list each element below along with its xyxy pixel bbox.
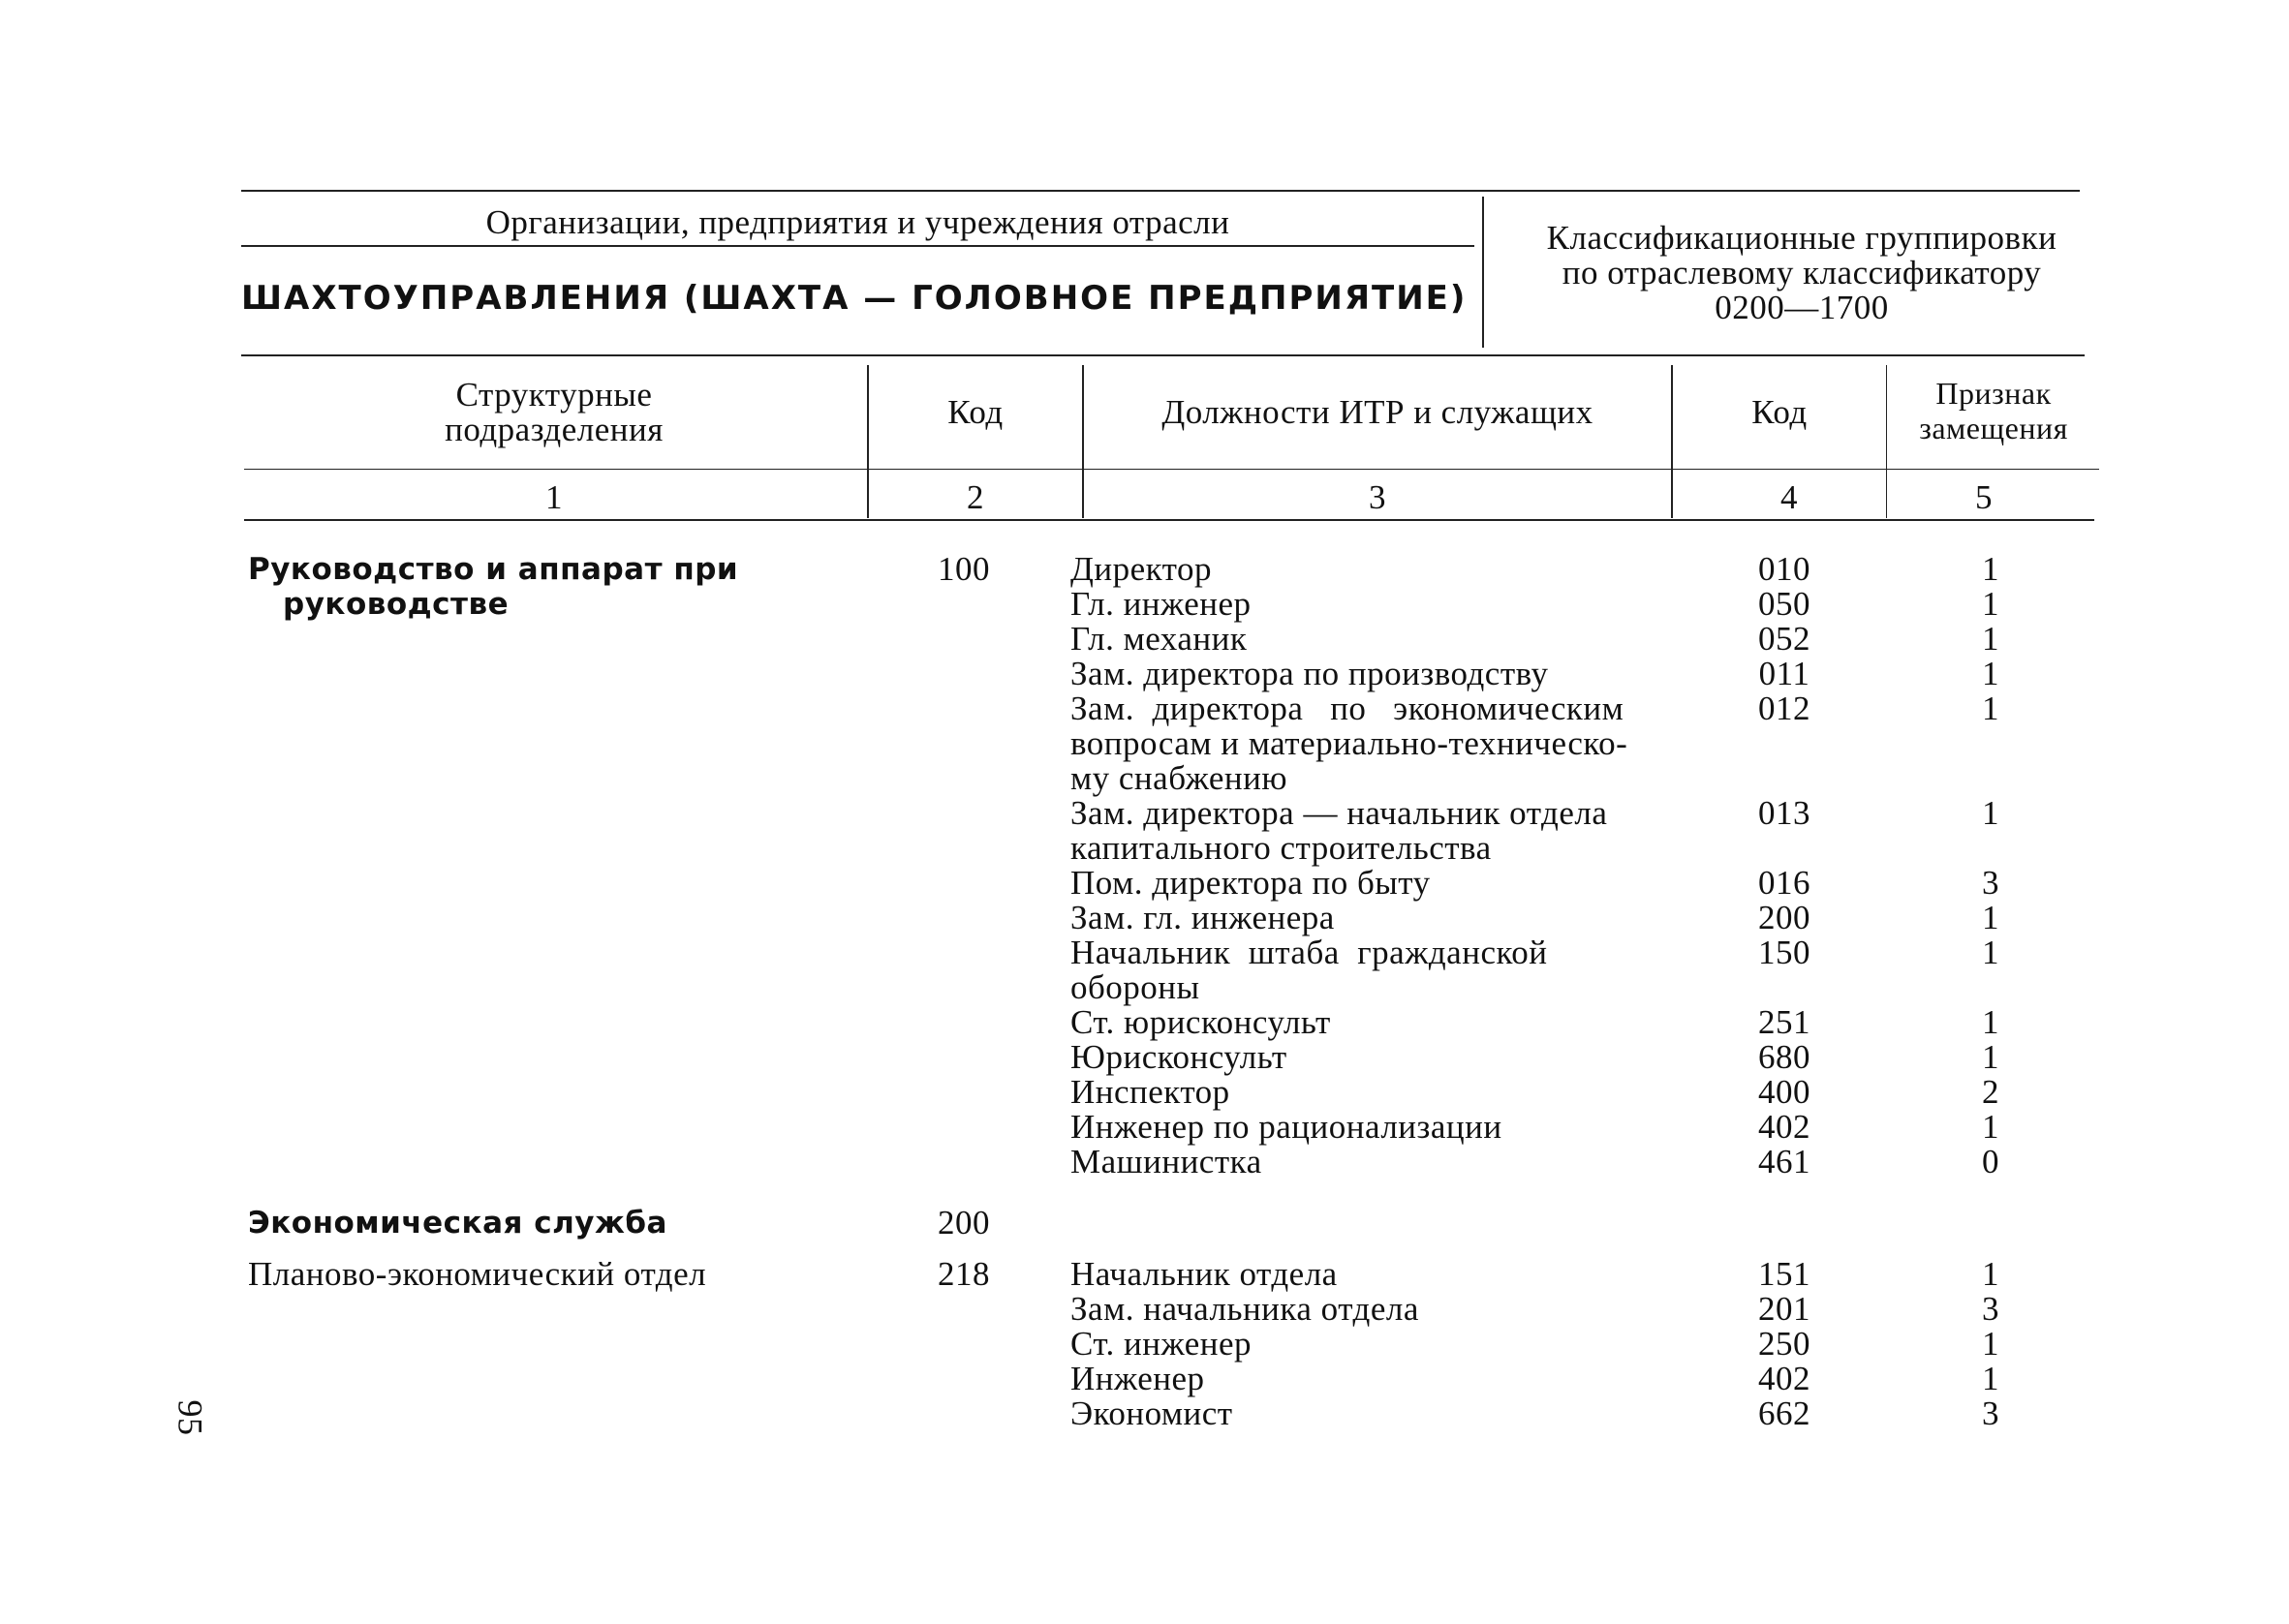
column-number-5: 5 — [1975, 478, 1993, 516]
column-number-3: 3 — [1369, 478, 1386, 516]
column-header-label: замещения — [1919, 411, 2068, 445]
position-title: Гл. механик — [1070, 620, 1248, 658]
position-title: Зам. начальника отдела — [1070, 1290, 1419, 1328]
position-title: Зам. директора — начальник отдела — [1070, 794, 1608, 832]
position-code: 251 — [1758, 1003, 1810, 1041]
replacement-sign: 3 — [1982, 1290, 1999, 1328]
position-title: Машинистка — [1070, 1143, 1262, 1180]
org-label: Организации, предприятия и учреждения отрасли — [485, 203, 1230, 241]
structural-unit-code: 218 — [938, 1255, 990, 1293]
replacement-sign: 1 — [1982, 1108, 1999, 1146]
replacement-sign: 1 — [1982, 899, 1999, 936]
position-title: вопросам и материально-техническо- — [1070, 724, 1628, 762]
column-header-4: Код — [1751, 393, 1808, 431]
column-number-2: 2 — [967, 478, 984, 516]
top-rule — [241, 190, 2080, 192]
position-code: 011 — [1758, 655, 1810, 692]
position-title: Директор — [1070, 550, 1213, 588]
position-title: Начальник штаба гражданской — [1070, 934, 1548, 971]
position-code: 012 — [1758, 689, 1810, 727]
replacement-sign: 1 — [1982, 1038, 1999, 1076]
position-title: Зам. директора по производству — [1070, 655, 1549, 692]
column-header-label: Признак — [1935, 376, 2052, 411]
column-header-label: Структурные — [455, 376, 653, 414]
page-title: ШАХТОУПРАВЛЕНИЯ (ШАХТА — ГОЛОВНОЕ ПРЕДПРИЯТИЕ) — [241, 279, 1468, 318]
position-title: Экономист — [1070, 1394, 1233, 1432]
replacement-sign: 0 — [1982, 1143, 1999, 1180]
position-code: 662 — [1758, 1394, 1810, 1432]
position-code: 680 — [1758, 1038, 1810, 1076]
structural-unit-label: руководстве — [283, 587, 510, 622]
classifier-line: по отраслевому классификатору — [1562, 254, 2042, 291]
structural-unit-label: Руководство и аппарат при — [248, 552, 739, 587]
classifier-line: 0200—1700 — [1715, 289, 1889, 326]
structural-unit — [248, 1206, 667, 1241]
replacement-sign: 1 — [1982, 550, 1999, 588]
position-title: Инженер — [1070, 1360, 1205, 1397]
replacement-sign: 2 — [1982, 1073, 1999, 1111]
position-code: 402 — [1758, 1108, 1810, 1146]
position-code: 201 — [1758, 1290, 1810, 1328]
position-code: 050 — [1758, 585, 1810, 623]
column-number-1: 1 — [545, 478, 563, 516]
position-code: 400 — [1758, 1073, 1810, 1111]
replacement-sign: 1 — [1982, 655, 1999, 692]
position-code: 052 — [1758, 620, 1810, 658]
header-bottom-rule — [241, 354, 2085, 356]
position-code: 402 — [1758, 1360, 1810, 1397]
position-code: 016 — [1758, 864, 1810, 902]
column-number-rule — [244, 519, 2094, 521]
replacement-sign: 1 — [1982, 585, 1999, 623]
replacement-sign: 1 — [1982, 934, 1999, 971]
structural-unit-code: 200 — [938, 1204, 990, 1241]
classifier-block — [1492, 221, 2112, 325]
replacement-sign: 1 — [1982, 1325, 1999, 1363]
position-title: капитального строительства — [1070, 829, 1492, 867]
header-divider — [1482, 197, 1484, 348]
replacement-sign: 3 — [1982, 1394, 1999, 1432]
position-title: Инспектор — [1070, 1073, 1230, 1111]
position-title: Пом. директора по быту — [1070, 864, 1431, 902]
replacement-sign: 1 — [1982, 620, 1999, 658]
position-title: му снабжению — [1070, 759, 1287, 797]
org-label-underline — [241, 245, 1474, 247]
column-header-2: Код — [947, 393, 1004, 431]
position-code: 200 — [1758, 899, 1810, 936]
position-code: 013 — [1758, 794, 1810, 832]
position-title: Начальник отдела — [1070, 1255, 1338, 1293]
column-header-label: подразделения — [445, 411, 664, 448]
column-header-1 — [241, 378, 867, 447]
position-title: Зам. директора по экономическим — [1070, 689, 1624, 727]
column-header-5 — [1887, 376, 2100, 445]
position-title: Ст. юрисконсульт — [1070, 1003, 1331, 1041]
structural-unit — [248, 1257, 706, 1292]
position-code: 151 — [1758, 1255, 1810, 1293]
replacement-sign: 1 — [1982, 1360, 1999, 1397]
position-code: 010 — [1758, 550, 1810, 588]
replacement-sign: 1 — [1982, 1255, 1999, 1293]
position-code: 250 — [1758, 1325, 1810, 1363]
position-code: 461 — [1758, 1143, 1810, 1180]
replacement-sign: 3 — [1982, 864, 1999, 902]
column-header-rule — [244, 469, 2099, 470]
column-header-3: Должности ИТР и служащих — [1161, 393, 1593, 431]
position-title: Ст. инженер — [1070, 1325, 1253, 1363]
position-title: Гл. инженер — [1070, 585, 1252, 623]
structural-unit — [248, 552, 738, 622]
replacement-sign: 1 — [1982, 794, 1999, 832]
position-title: Юрисконсульт — [1070, 1038, 1287, 1076]
structural-unit-code: 100 — [938, 550, 990, 588]
structural-unit-label: Планово-экономический отдел — [248, 1255, 707, 1293]
column-number-4: 4 — [1780, 478, 1798, 516]
replacement-sign: 1 — [1982, 1003, 1999, 1041]
page-number: 95 — [170, 1399, 210, 1436]
position-title: Зам. гл. инженера — [1070, 899, 1335, 936]
classifier-line: Классификационные группировки — [1546, 219, 2057, 257]
position-title: обороны — [1070, 968, 1200, 1006]
position-code: 150 — [1758, 934, 1810, 971]
structural-unit-label: Экономическая служба — [248, 1206, 667, 1241]
position-title: Инженер по рационализации — [1070, 1108, 1502, 1146]
replacement-sign: 1 — [1982, 689, 1999, 727]
